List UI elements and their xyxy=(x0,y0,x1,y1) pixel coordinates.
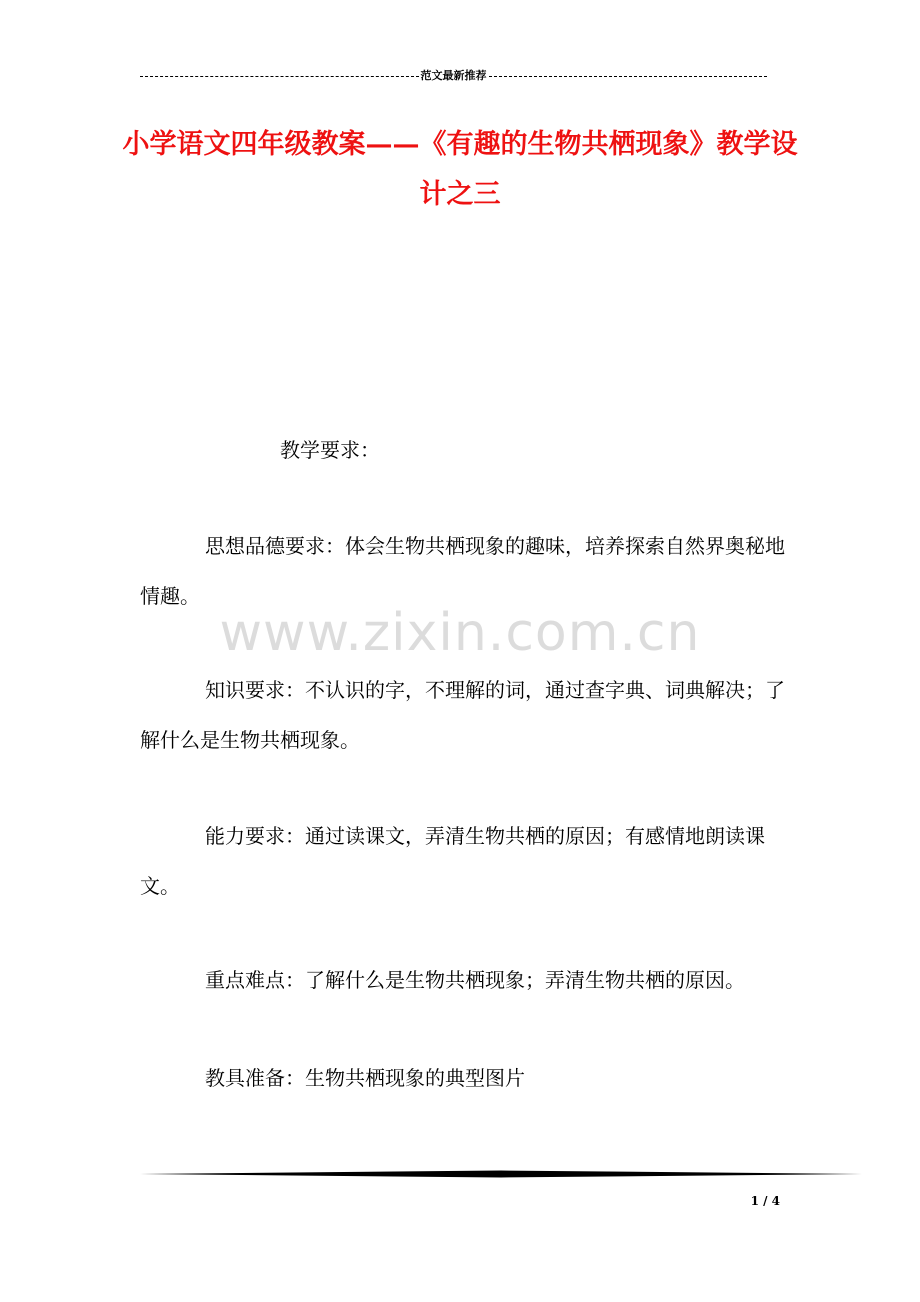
teaching-tools-paragraph: 教具准备：生物共栖现象的典型图片 xyxy=(205,1066,525,1090)
page-number: 1 / 4 xyxy=(750,1194,780,1208)
footer-rule xyxy=(140,1170,862,1178)
header-label: 范文最新推荐 xyxy=(420,69,487,82)
page-header xyxy=(140,68,767,84)
document-title: 小学语文四年级教案——《有趣的生物共栖现象》教学设计之三 xyxy=(122,129,798,210)
header-dashes-left xyxy=(140,76,419,77)
ability-requirement-paragraph: 能力要求：通过读课文，弄清生物共栖的原因；有感情地朗读课文。 xyxy=(140,824,765,898)
key-points-paragraph: 重点难点：了解什么是生物共栖现象；弄清生物共栖的原因。 xyxy=(205,968,745,992)
moral-requirement-paragraph: 思想品德要求：体会生物共栖现象的趣味，培养探索自然界奥秘地情趣。 xyxy=(140,534,785,608)
header-dashes-right xyxy=(489,76,768,77)
knowledge-requirement-paragraph: 知识要求：不认识的字，不理解的词，通过查字典、词典解决；了解什么是生物共栖现象。 xyxy=(140,678,785,752)
requirements-heading: 教学要求： xyxy=(280,438,380,462)
watermark: www.zixin.com.cn xyxy=(219,603,701,663)
